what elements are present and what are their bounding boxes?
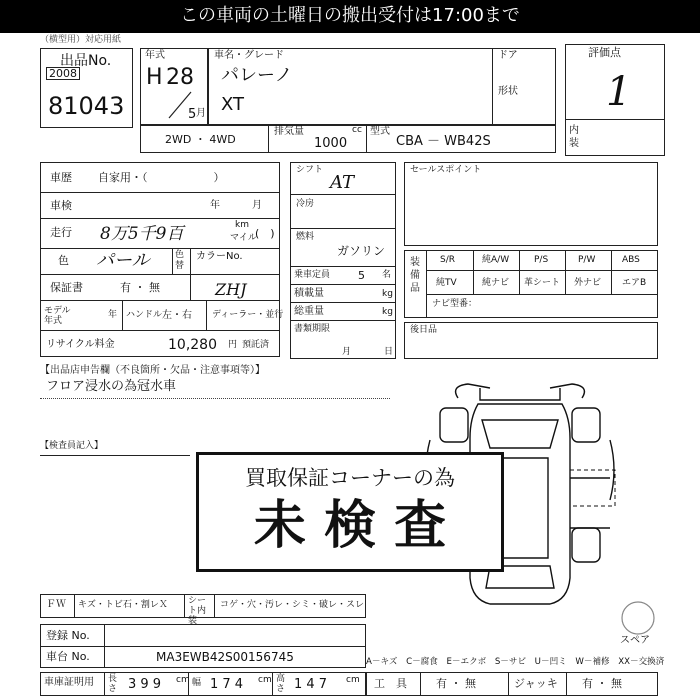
sales-label: セールスポイント [410,165,482,175]
model-year-unit: 年 [108,310,118,320]
equipment-leather: 革シート [524,278,561,288]
width-value: 1 7 4 [210,677,244,692]
km-unit: km [235,220,249,230]
handle-label: ハンドル [126,310,163,320]
cert-label: 車庫証明用 [44,677,94,688]
equipment-navi: 純ナビ [482,278,510,288]
reg-label: 登録 No. [46,629,90,642]
equipment-abs: ABS [622,255,640,265]
history-value: 自家用・（ ） [98,171,225,184]
height-divider [272,672,273,696]
load-label: 積載量 [294,288,324,299]
row-line [426,270,658,271]
shift-label: シフト [296,165,324,175]
length-unit: cm [176,675,190,685]
damage-interior-label: シート内装 [188,596,207,626]
row-line [40,300,280,301]
color-change-label: 色替 [175,250,185,271]
inspection-year-unit: 年 [210,200,220,211]
cc-unit: cc [352,125,362,135]
month-value: 5 [188,107,197,122]
displacement-label: 排気量 [274,126,304,137]
length-value: 3 9 9 [128,677,162,692]
warranty-value: 有 ・ 無 [120,281,160,294]
fuel-label: 燃料 [296,232,315,242]
color-no-divider [190,248,191,300]
jack-divider-2 [566,672,567,696]
notes-text: フロア浸水の為冠水車 [46,379,177,394]
mileage-label: 走行 [50,226,72,239]
model-label: 車名・グレード [214,50,284,61]
shape-label: 形状 [498,86,518,97]
weight-unit: kg [382,307,393,317]
equipment-pw: P/W [578,255,596,265]
mileage-value: 8万5千9百 [100,224,184,244]
mile-unit: マイル [230,233,257,243]
color-no-value: ZHJ [215,280,247,299]
score-divider [565,119,665,120]
equipment-airbag: エアB [622,278,647,288]
col-line [519,250,520,294]
fw-label: ＦＷ [46,599,66,610]
spec-divider-1 [268,125,269,153]
note-line [40,398,390,399]
chassis-label: 車台 No. [46,650,90,663]
docs-day: 日 [384,347,394,357]
damage-interior-value: コゲ・穴・汚レ・シミ・破レ・スレ [220,600,365,610]
aftermarket-label: 後日品 [410,325,438,335]
stamp-line2: 未 検 査 [253,496,447,556]
equipment-side-label: 装備品 [410,257,420,294]
spec-divider-2 [366,125,367,153]
width-unit: cm [258,675,272,685]
seats-label: 乗車定員 [294,270,331,280]
fw-value: キズ・トビ石・割レＸ [78,600,168,610]
fuel-value: ガソリン [337,244,386,258]
row-line [290,228,396,229]
interior-divider [184,594,185,618]
recycle-label: リサイクル料金 [46,339,115,350]
equipment-aw: 純A/W [482,255,510,265]
col-line [565,250,566,294]
navi-model-label: ナビ型番： [432,299,478,309]
height-label: 高さ [276,674,286,694]
width-divider [188,672,189,696]
fw-divider [74,594,75,618]
tools-divider [420,672,421,696]
docs-month: 月 [342,347,352,357]
inspector-line [40,455,190,456]
year-value: 28 [166,65,194,90]
height-value: 1 4 7 [294,677,328,692]
equipment-divider [426,250,427,318]
jack-value: 有 ・ 無 [582,677,622,690]
tools-label: 工 具 [374,677,407,690]
handle-value: 左・右 [162,310,192,321]
drive-value: 2WD ・ 4WD [165,133,236,146]
row-line [40,274,280,275]
inspection-month-unit: 月 [252,200,262,211]
color-divider [172,248,173,274]
length-label: 長さ [108,674,118,694]
door-label: ドア [498,50,518,61]
cert-divider [104,672,105,696]
history-label: 車歴 [50,171,72,184]
equipment-tv: 純TV [436,278,457,288]
equipment-sr: S/R [440,255,455,265]
row-line [40,192,280,193]
type-label: 型式 [370,126,390,137]
col-line [473,250,474,294]
spare-circle [618,598,658,638]
row-line [40,330,280,331]
sheet-type-label: （横型用）対応用紙 [40,35,122,45]
score-label: 評価点 [588,46,621,59]
equipment-ps: P/S [534,255,549,265]
equipment-ext-navi: 外ナビ [574,278,602,288]
damage-legend: A－キズ C－腐食 E－エクボ S－サビ U－凹ミ W－補修 XX－交換済 [366,657,665,667]
spare-label: スペア [620,635,650,646]
nenshiki-label: 年式 [145,50,165,61]
chassis-value: MA3EWB42S00156745 [156,650,294,664]
row-line [290,284,396,285]
lot-number: 81043 [48,92,125,120]
displacement-value: 1000 [314,136,348,151]
recycle-value: 10,280 [168,337,217,353]
dealer-label: ディーラー・並行 [212,310,284,320]
docs-label: 書類期限 [294,324,331,334]
model-year-label: モデル年式 [44,306,71,326]
col-line [611,250,612,294]
row-line [40,218,280,219]
row-line [290,302,396,303]
shift-value: AT [330,172,355,193]
reg-divider [104,624,105,668]
recycle-unit: 円 [228,340,238,350]
color-value: パール [96,250,150,271]
mile-paren: ( ) [255,227,275,240]
load-unit: kg [382,289,393,299]
tools-value: 有 ・ 無 [436,677,476,690]
inspector-header: 【検査員記入】 [40,441,104,451]
type-value: CBA － WB42S [396,134,491,149]
color-label: 色 [58,254,69,267]
stamp-line1: 買取保証コーナーの為 [245,466,455,490]
width-label: 幅 [192,678,202,688]
dealer-divider [206,300,207,330]
ac-label: 冷房 [296,199,315,209]
year-badge: 2008 [46,67,80,80]
interior-divider-2 [214,594,215,618]
era: H [146,65,163,90]
grade: XT [221,94,245,115]
score-value: 1 [606,69,632,115]
row-line [290,320,396,321]
month-unit: 月 [196,108,206,119]
jack-label: ジャッキ [514,677,558,690]
row-line [426,294,658,295]
row-line [290,266,396,267]
model-name: パレーノ [221,65,293,86]
row-line [40,248,280,249]
recycle-note: 預託済 [242,340,270,350]
lot-label: 出品No. [60,53,112,69]
inspection-label: 車検 [50,199,72,212]
interior-label: 内装 [569,125,579,149]
handle-divider [122,300,123,330]
color-no-label: カラーNo. [196,251,243,262]
aftermarket-box [404,322,658,359]
seats-value: 5 [358,269,365,282]
jack-divider [508,672,509,696]
height-unit: cm [346,675,360,685]
row-line [290,194,396,195]
notes-header: 【出品店申告欄（不良箇所・欠品・注意事項等）】 [40,365,265,376]
row-line [40,646,366,647]
weight-label: 総重量 [294,306,324,317]
seats-unit: 名 [382,270,392,280]
door-divider [492,48,493,125]
banner-text: この車両の土曜日の搬出受付は17:00まで [180,5,520,26]
warranty-label: 保証書 [50,281,83,294]
